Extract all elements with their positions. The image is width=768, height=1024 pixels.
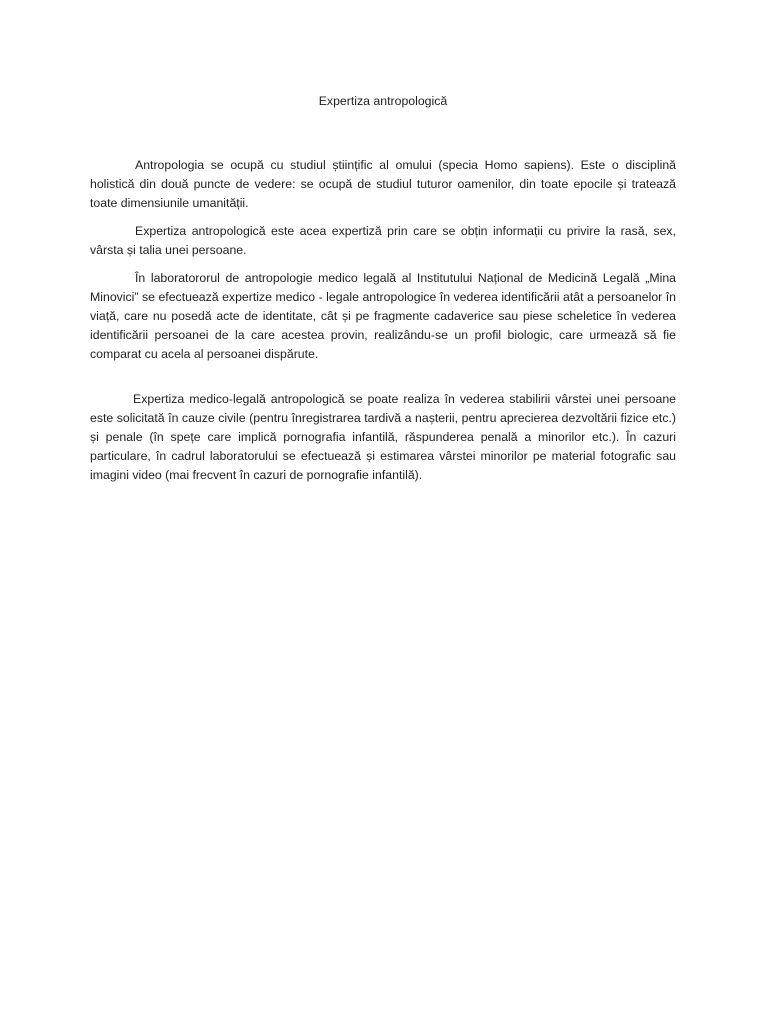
paragraph-age-estimation: Expertiza medico-legală antropologică se poate realiza în vederea stabilirii vârstei unei persoane este solicitată în cauze civile (pentru înregistrarea tardivă a nașterii, pentru aprecierea dezvoltării fizice etc.) și penale (în spețe care implică pornografia infantilă, răspunderea penală a minorilor etc.). În cazuri particulare, în cadrul laboratorului se efectuează și estimarea vârstei minorilor pe material fotografic sau imagini video (mai frecvent în cazuri de pornografie infantilă). xyxy=(90,392,676,482)
document-title: Expertiza antropologică xyxy=(318,94,448,108)
paragraph-laboratory-identification: În laboratororul de antropologie medico legală al Institutului Național de Medicină Legală „Mina Minovici” se efectuează expertize medico - legale antropologice în vederea identificării atât a persoanelor în viață, care nu posedă acte de identitate, cât și pe fragmente cadaverice sau piese scheletice în vederea identificării persoanei de la care acestea provin, realizându-se un profil biologic, care urmează să fie comparat cu acela al persoanei dispărute. xyxy=(90,271,676,361)
paragraph-expertise-definition: Expertiza antropologică este acea expertiză prin care se obțin informații cu privire la rasă, sex, vârsta și talia unei persoane. xyxy=(90,224,676,257)
paragraph-anthropology-definition: Antropologia se ocupă cu studiul științific al omului (specia Homo sapiens). Este o disciplină holistică din două puncte de vedere: se ocupă de studiul tuturor oamenilor, din toate epocile și tratează toate dimensiunile umanității. xyxy=(90,158,676,210)
document-body xyxy=(90,92,676,485)
